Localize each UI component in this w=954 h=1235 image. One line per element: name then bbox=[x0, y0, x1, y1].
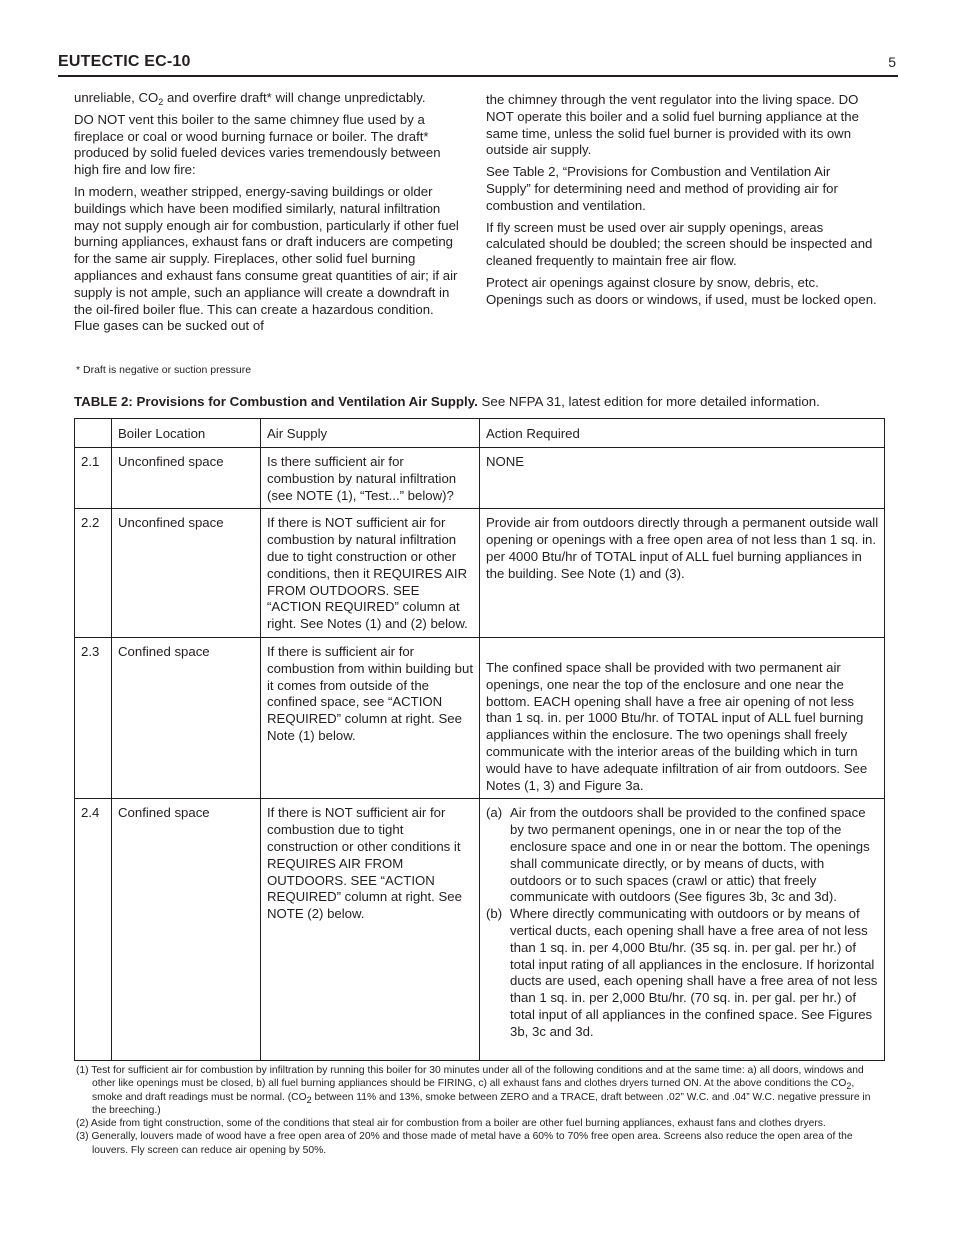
note-3: (3) Generally, louvers made of wood have a free open area of 20% and those made of metal have a 60% to 70% free open area. Screens also reduce the open area of the louvers. Fly screen can reduce air opening by 50%. bbox=[76, 1131, 853, 1156]
header-cell-action: Action Required bbox=[480, 419, 885, 448]
table-notes bbox=[76, 1064, 880, 1157]
document-title: EUTECTIC EC-10 bbox=[58, 53, 191, 70]
table-header-row bbox=[75, 419, 885, 448]
row-number: 2.2 bbox=[75, 509, 112, 638]
left-text-column bbox=[74, 90, 462, 340]
boiler-location: Unconfined space bbox=[112, 448, 261, 509]
paragraph: DO NOT vent this boiler to the same chimney flue used by a fireplace or coal or wood burning furnace or boiler. The draft* produced by solid fueled devices varies tremendously between high fire and low fire: bbox=[74, 111, 441, 178]
table-row bbox=[75, 799, 885, 1061]
action-required-text: Provide air from outdoors directly through a permanent outside wall opening or openings with a free open area of not less than 1 sq. in. per 4000 Btu/hr of TOTAL input of ALL fuel burning appliances in the building. See Note (1) and (3). bbox=[480, 509, 885, 638]
header-cell-location: Boiler Location bbox=[112, 419, 261, 448]
table-row bbox=[75, 509, 885, 638]
boiler-location: Confined space bbox=[112, 799, 261, 1061]
row-number: 2.1 bbox=[75, 448, 112, 509]
paragraph: See Table 2, “Provisions for Combustion and Ventilation Air Supply” for determining need and method of providing air for combustion and ventilation. bbox=[486, 164, 838, 213]
header-cell-number bbox=[75, 419, 112, 448]
note-2: (2) Aside from tight construction, some of the conditions that steal air for combustion from a boiler are other fuel burning appliances, exhaust fans and clothes dryers. bbox=[76, 1118, 826, 1130]
item-text: Air from the outdoors shall be provided to the confined space by two permanent openings, one in or near the top of the enclosure space and one in or near the bottom. The openings shall communicate directly, or by means of ducts, with outdoors or to such spaces (crawl or attic) that freely communicate with outdoors (See figures 3b, 3c and 3d). bbox=[510, 805, 870, 905]
page-number: 5 bbox=[888, 54, 896, 70]
paragraph: the chimney through the vent regulator into the living space. DO NOT operate this boiler and a solid fuel burning appliance at the same time, unless the solid fuel burner is provided with its own outside air supply. bbox=[486, 92, 859, 158]
right-text-column bbox=[486, 92, 878, 314]
air-supply-text: Is there sufficient air for combustion by natural infiltration (see NOTE (1), “Test...” below)? bbox=[261, 448, 480, 509]
paragraph: In modern, weather stripped, energy-saving buildings or older buildings which have been modified similarly, natural infiltration may not supply enough air for combustion, particularly if other fuel burning appliances, exhaust fans or draft inducers are competing for the same air supply. Fireplaces, other solid fuel burning appliances and exhaust fans consume great quantities of air; if air supply is not ample, such an appliance will create a downdraft in the oil-fired boiler flue. This can create a hazardous condition. Flue gases can be sucked out of bbox=[74, 183, 459, 334]
row-number: 2.3 bbox=[75, 637, 112, 798]
boiler-location: Confined space bbox=[112, 637, 261, 798]
draft-footnote: * Draft is negative or suction pressure bbox=[76, 364, 252, 376]
air-supply-text: If there is NOT sufficient air for combustion due to tight construction or other conditions it REQUIRES AIR FROM OUTDOORS. SEE “ACTION REQUIRED” column at right. See NOTE (2) below. bbox=[261, 799, 480, 1061]
paragraph: Protect air openings against closure by snow, debris, etc. Openings such as doors or windows, if used, must be locked open. bbox=[486, 274, 877, 307]
boiler-location: Unconfined space bbox=[112, 509, 261, 638]
air-supply-text: If there is NOT sufficient air for combustion by natural infiltration due to tight construction or other conditions, then it REQUIRES AIR FROM OUTDOORS. SEE “ACTION REQUIRED” column at right. See Notes (1) and (2) below. bbox=[261, 509, 480, 638]
table-caption: TABLE 2: Provisions for Combustion and Ventilation Air Supply. See NFPA 31, latest edition for more detailed information. bbox=[74, 394, 820, 409]
row-number: 2.4 bbox=[75, 799, 112, 1061]
air-supply-text: If there is sufficient air for combustion from within building but it comes from outside of the confined space, see “ACTION REQUIRED” column at right. See Note (1) below. bbox=[261, 637, 480, 798]
note-1: (1) Test for sufficient air for combustion by infiltration by running this boiler for 30 minutes under all of the following conditions and at the same time: a) all doors, windows and other like openings must be closed, b) all fuel burning appliances should be FIRING, c) all exhaust fans and clothes dryers turned ON. At the above conditions the $CO_2$, smoke and draft readings must be normal. ($CO_2$ between 11% and 13%, smoke between ZERO and a TRACE, draft between .02” W.C. and .04” W.C. negative pressure in the breeching.) bbox=[76, 1065, 871, 1116]
header-cell-air-supply: Air Supply bbox=[261, 419, 480, 448]
item-label: (a) bbox=[486, 805, 503, 821]
action-item-a bbox=[486, 805, 879, 906]
action-required-text bbox=[480, 799, 885, 1061]
action-required-text: NONE bbox=[480, 448, 885, 509]
item-text: Where directly communicating with outdoors or by means of vertical ducts, each opening shall have a free area of not less than 1 sq. in. per 4,000 Btu/hr. (35 sq. in. per gal. per hr.) of total input rating of all appliances in the enclosure. If horizontal ducts are used, each opening shall have a free area of not less than 1 sq. in. per 2,000 Btu/hr. (70 sq. in. per gal. per hr.) of total input of all appliances in the confined space. See Figures 3b, 3c and 3d. bbox=[510, 906, 878, 1039]
action-required-text: The confined space shall be provided with two permanent air openings, one near the top of the enclosure and one near the bottom. EACH opening shall have a free air opening of not less than 1 sq. in. per 1000 Btu/hr. of TOTAL input of ALL fuel burning appliances within the enclosure. The two openings shall freely communicate with the interior areas of the building which in turn would have to have adequate infiltration of air from outdoors. See Notes (1, 3) and Figure 3a. bbox=[480, 637, 885, 798]
table-row bbox=[75, 448, 885, 509]
paragraph: If fly screen must be used over air supply openings, areas calculated should be doubled; the screen should be inspected and cleaned frequently to maintain free air flow. bbox=[486, 219, 873, 269]
paragraph: unreliable, $CO_2$ and overfire draft* will change unpredictably. bbox=[74, 90, 426, 107]
table-row bbox=[75, 637, 885, 798]
air-supply-table bbox=[74, 418, 885, 1061]
item-label: (b) bbox=[486, 906, 503, 922]
action-item-b bbox=[486, 906, 879, 1040]
page-header bbox=[58, 53, 898, 77]
